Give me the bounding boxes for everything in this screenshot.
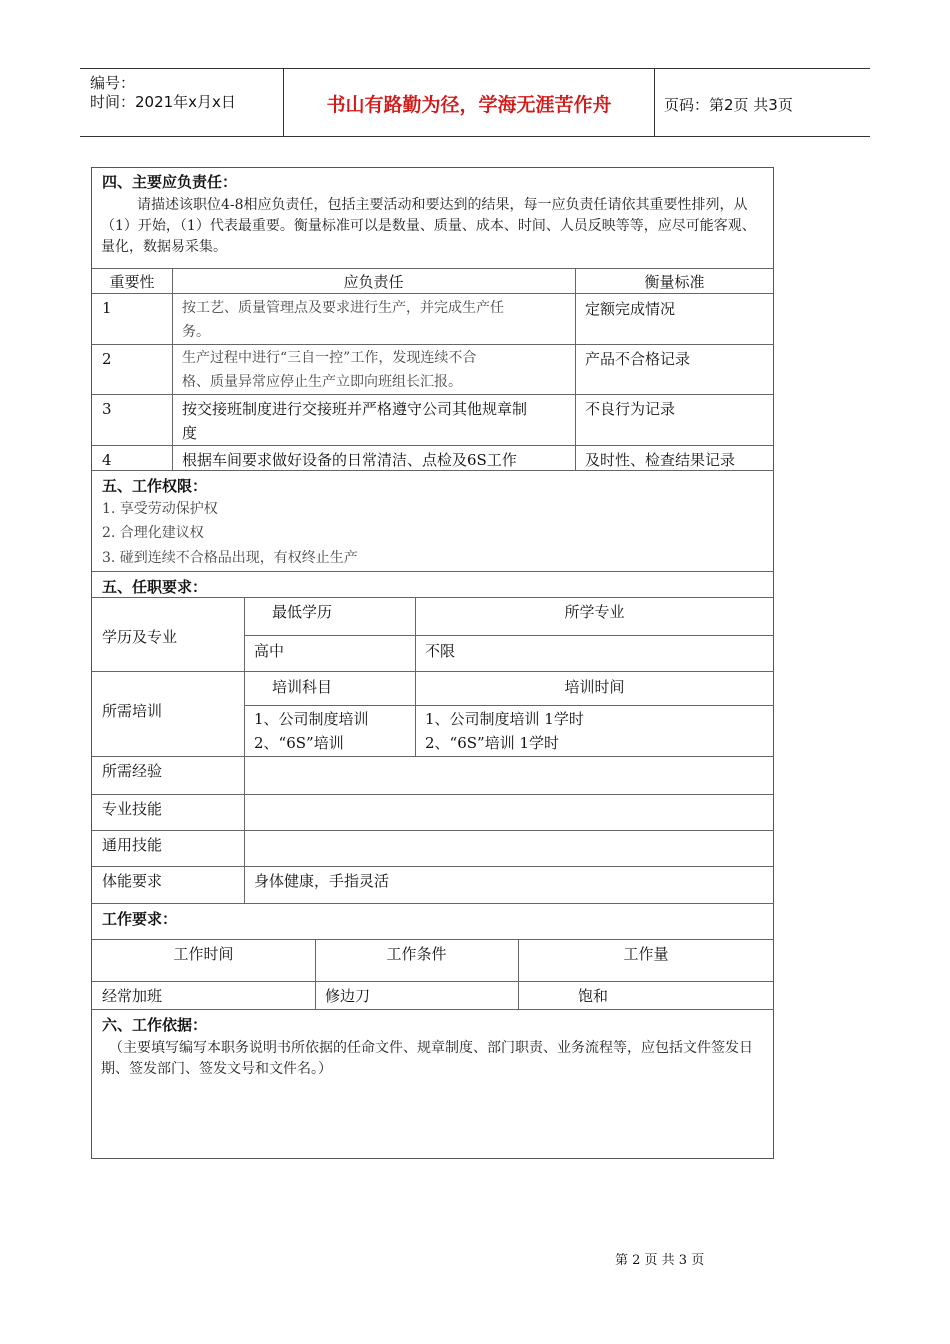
rule	[92, 830, 774, 831]
rule	[92, 445, 774, 446]
work-value-amount: 饱和	[578, 987, 609, 1005]
edu-col-major: 所学专业	[564, 603, 625, 621]
skill-label: 专业技能	[102, 800, 163, 818]
edu-value-major: 不限	[425, 642, 456, 660]
page-footer: 第 2 页 共 3 页	[615, 1253, 705, 1268]
rule	[92, 794, 774, 795]
rule	[92, 981, 774, 982]
rule	[92, 939, 774, 940]
duty-standard: 不良行为记录	[585, 400, 676, 418]
duty-text: 格、质量异常应停止生产立即向班组长汇报。	[182, 374, 462, 390]
duty-text: 生产过程中进行“三自一控”工作，发现连续不合	[182, 350, 477, 366]
rule	[92, 571, 774, 572]
rule	[92, 470, 774, 471]
work-col-amount: 工作量	[623, 945, 669, 963]
header-number: 编号：	[90, 74, 136, 92]
authority-item: 1. 享受劳动保护权	[102, 501, 218, 517]
authority-item: 2. 合理化建议权	[102, 525, 204, 541]
train-subject: 2、“6S”培训	[254, 734, 344, 752]
rule	[92, 903, 774, 904]
work-req-title: 工作要求：	[102, 910, 178, 928]
work-col-cond: 工作条件	[386, 945, 447, 963]
col-importance: 重要性	[109, 273, 155, 291]
work-value-time: 经常加班	[102, 987, 163, 1005]
col-standard: 衡量标准	[644, 273, 705, 291]
train-col-time: 培训时间	[564, 678, 625, 696]
header-motto: 书山有路勤为径，学海无涯苦作舟	[326, 94, 612, 116]
duty-no: 1	[102, 299, 112, 317]
duty-no: 3	[102, 400, 112, 418]
duty-text: 按工艺、质量管理点及要求进行生产，并完成生产任	[182, 300, 504, 316]
train-time: 2、“6S”培训 1学时	[425, 734, 560, 752]
experience-label: 所需经验	[102, 762, 163, 780]
section6-title: 六、工作依据：	[102, 1016, 208, 1034]
rule	[92, 866, 774, 867]
work-value-cond: 修边刀	[325, 987, 371, 1005]
duty-text: 务。	[182, 324, 210, 340]
header-time: 时间：2021年x月x日	[90, 93, 236, 111]
duty-standard: 定额完成情况	[585, 300, 676, 318]
edu-value-min: 高中	[254, 642, 285, 660]
train-subject: 1、公司制度培训	[254, 710, 369, 728]
section5a-title: 五、工作权限：	[102, 477, 208, 495]
section4-intro: 请描述该职位4-8相应负责任，包括主要活动和要达到的结果，每一应负责任请依其重要性排列，从（1）开始，（1）代表最重要。衡量标准可以是数量、质量、成本、时间、人员反映等等，应尽可能客观、量化，数据易采集。	[101, 197, 756, 255]
rule	[92, 597, 774, 598]
header-page: 页码：第2页 共3页	[664, 96, 793, 114]
train-col-subject: 培训科目	[272, 678, 333, 696]
rule	[92, 756, 774, 757]
rule	[92, 394, 774, 395]
duty-standard: 及时性、检查结果记录	[585, 451, 736, 469]
section6-body: （主要填写编写本职务说明书所依据的任命文件、规章制度、部门职责、业务流程等，应包括文件签发日期、签发部门、签发文号和文件名。）	[101, 1040, 753, 1077]
rule	[92, 1009, 774, 1010]
duty-text: 按交接班制度进行交接班并严格遵守公司其他规章制	[182, 400, 528, 418]
section4-title: 四、主要应负责任：	[102, 173, 238, 191]
header-bottom-rule	[80, 136, 870, 137]
job-description-form	[91, 167, 774, 1159]
rule	[92, 671, 774, 672]
duty-standard: 产品不合格记录	[585, 350, 691, 368]
rule	[244, 705, 774, 706]
rule	[244, 597, 245, 903]
work-col-time: 工作时间	[173, 945, 234, 963]
duty-no: 4	[102, 451, 112, 469]
duty-text: 度	[182, 424, 198, 442]
col-duty: 应负责任	[343, 273, 404, 291]
duty-text: 根据车间要求做好设备的日常清洁、点检及6S工作	[182, 451, 517, 469]
train-label: 所需培训	[102, 702, 163, 720]
rule	[92, 268, 774, 269]
rule	[92, 293, 774, 294]
train-time: 1、公司制度培训 1学时	[425, 710, 584, 728]
rule	[172, 268, 173, 470]
rule	[244, 635, 774, 636]
header-top-rule	[80, 68, 870, 69]
rule	[575, 268, 576, 470]
physical-value: 身体健康，手指灵活	[254, 872, 390, 890]
duty-no: 2	[102, 350, 112, 368]
rule	[92, 344, 774, 345]
general-label: 通用技能	[102, 836, 163, 854]
edu-label: 学历及专业	[102, 628, 178, 646]
physical-label: 体能要求	[102, 872, 163, 890]
authority-item: 3. 碰到连续不合格品出现，有权终止生产	[102, 550, 358, 566]
header-divider-right	[654, 68, 655, 136]
section5b-title: 五、任职要求：	[102, 578, 208, 596]
edu-col-min: 最低学历	[272, 603, 333, 621]
